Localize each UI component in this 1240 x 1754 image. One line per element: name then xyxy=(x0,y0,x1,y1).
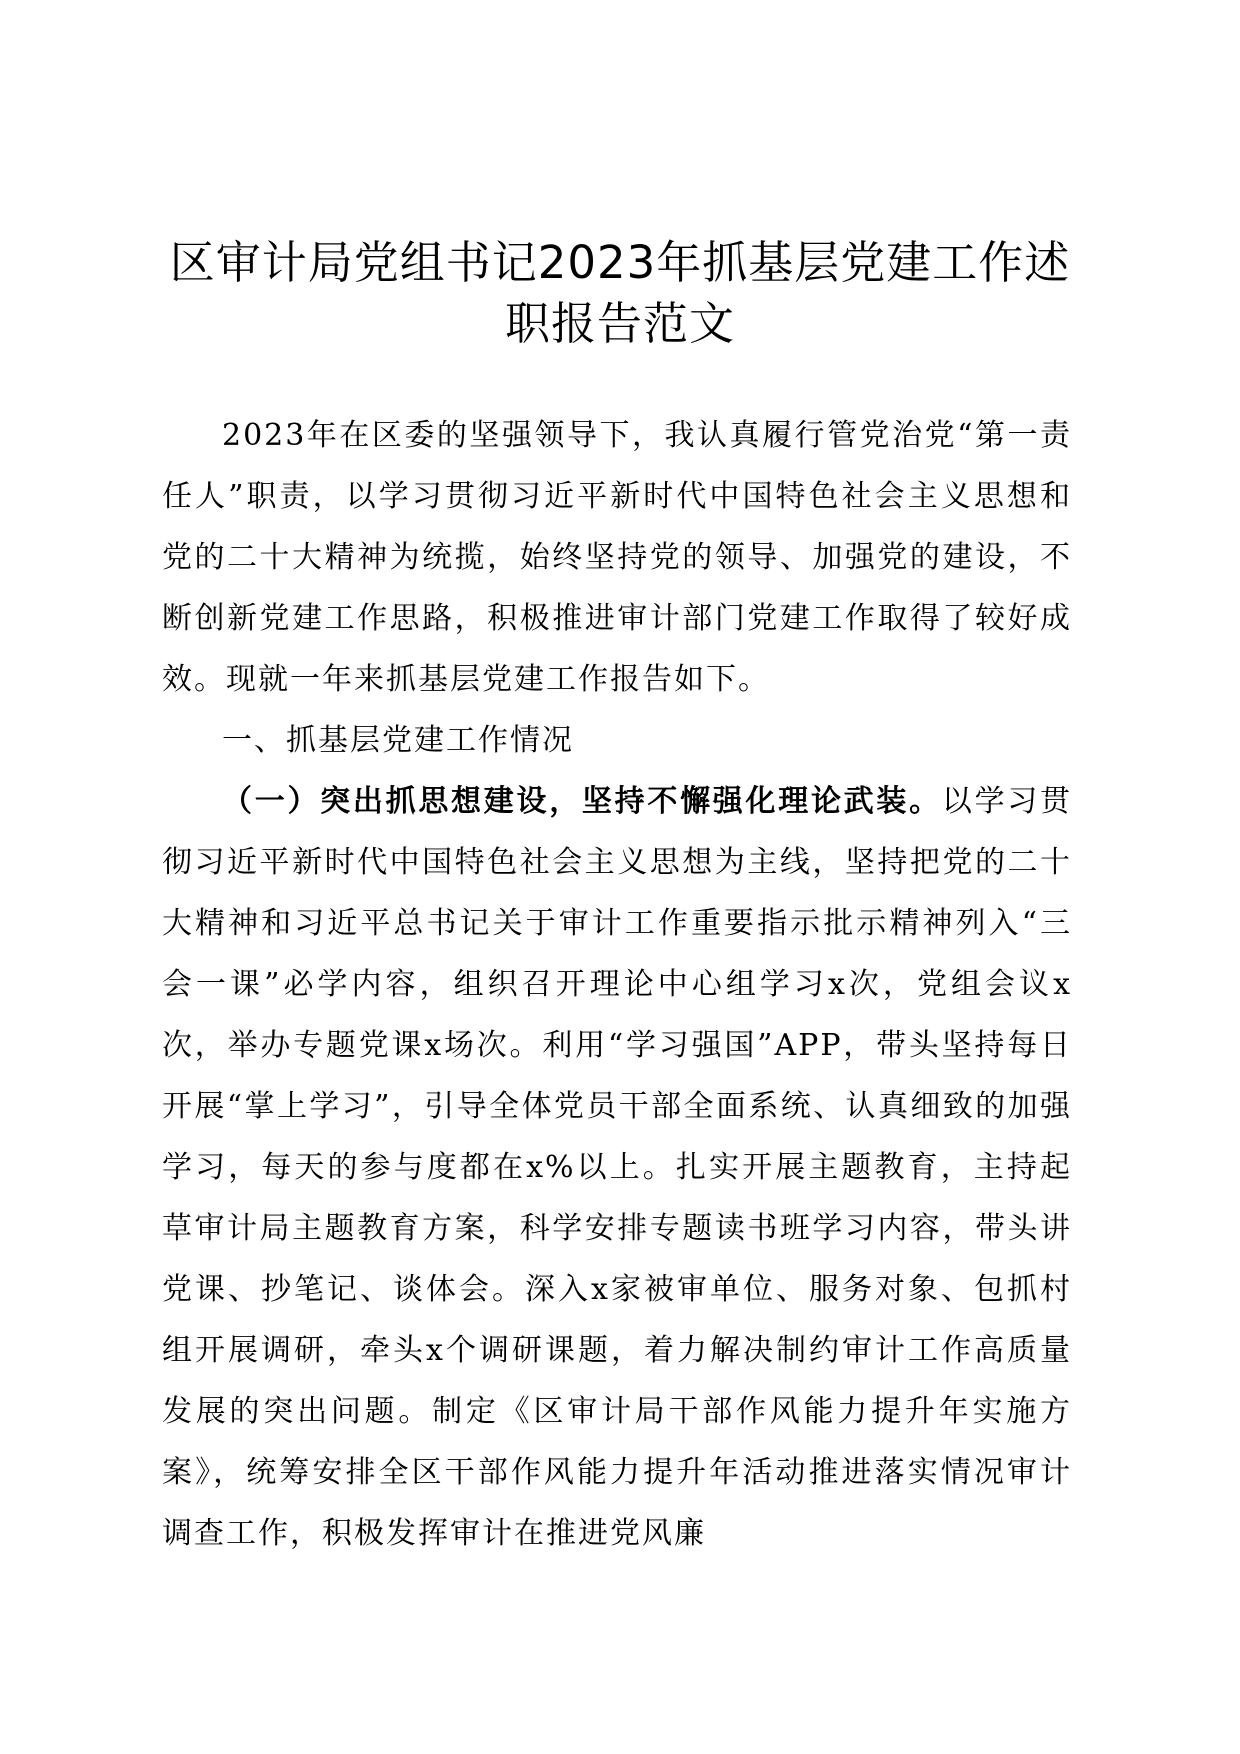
document-title xyxy=(140,232,1100,354)
section-heading: 一、抓基层党建工作情况 xyxy=(222,723,574,758)
subsection-title: （一）突出抓思想建设，坚持不懈强化理论武装。 xyxy=(222,784,942,819)
document-body xyxy=(162,405,1072,1564)
title-line-1: 区审计局党组书记2023年抓基层党建工作述 xyxy=(169,236,1071,289)
intro-paragraph: 2023年在区委的坚强领导下，我认真履行管党治党“第一责任人”职责，以学习贯彻习近平新时代中国特色社会主义思想和党的二十大精神为统揽，始终坚持党的领导、加强党的建设，不断创新党建工作思路，积极推进审计部门党建工作取得了较好成效。现就一年来抓基层党建工作报告如下。 xyxy=(162,418,1072,697)
subsection-body: 以学习贯彻习近平新时代中国特色社会主义思想为主线，坚持把党的二十大精神和习近平总书记关于审计工作重要指示批示精神列入“三会一课”必学内容，组织召开理论中心组学习x次，党组会议x次，举办专题党课x场次。利用“学习强国”APP，带头坚持每日开展“掌上学习”，引导全体党员干部全面系统、认真细致的加强学习，每天的参与度都在x%以上。扎实开展主题教育，主持起草审计局主题教育方案，科学安排专题读书班学习内容，带头讲党课、抄笔记、谈体会。深入x家被审单位、服务对象、包抓村组开展调研，牵头x个调研课题，着力解决制约审计工作高质量发展的突出问题。制定《区审计局干部作风能力提升年实施方案》，统筹安排全区干部作风能力提升年活动推进落实情况审计调查工作，积极发挥审计在推进党风廉 xyxy=(162,784,1073,1551)
subsection-paragraph xyxy=(162,771,1072,1564)
title-line-2: 职报告范文 xyxy=(504,297,735,350)
